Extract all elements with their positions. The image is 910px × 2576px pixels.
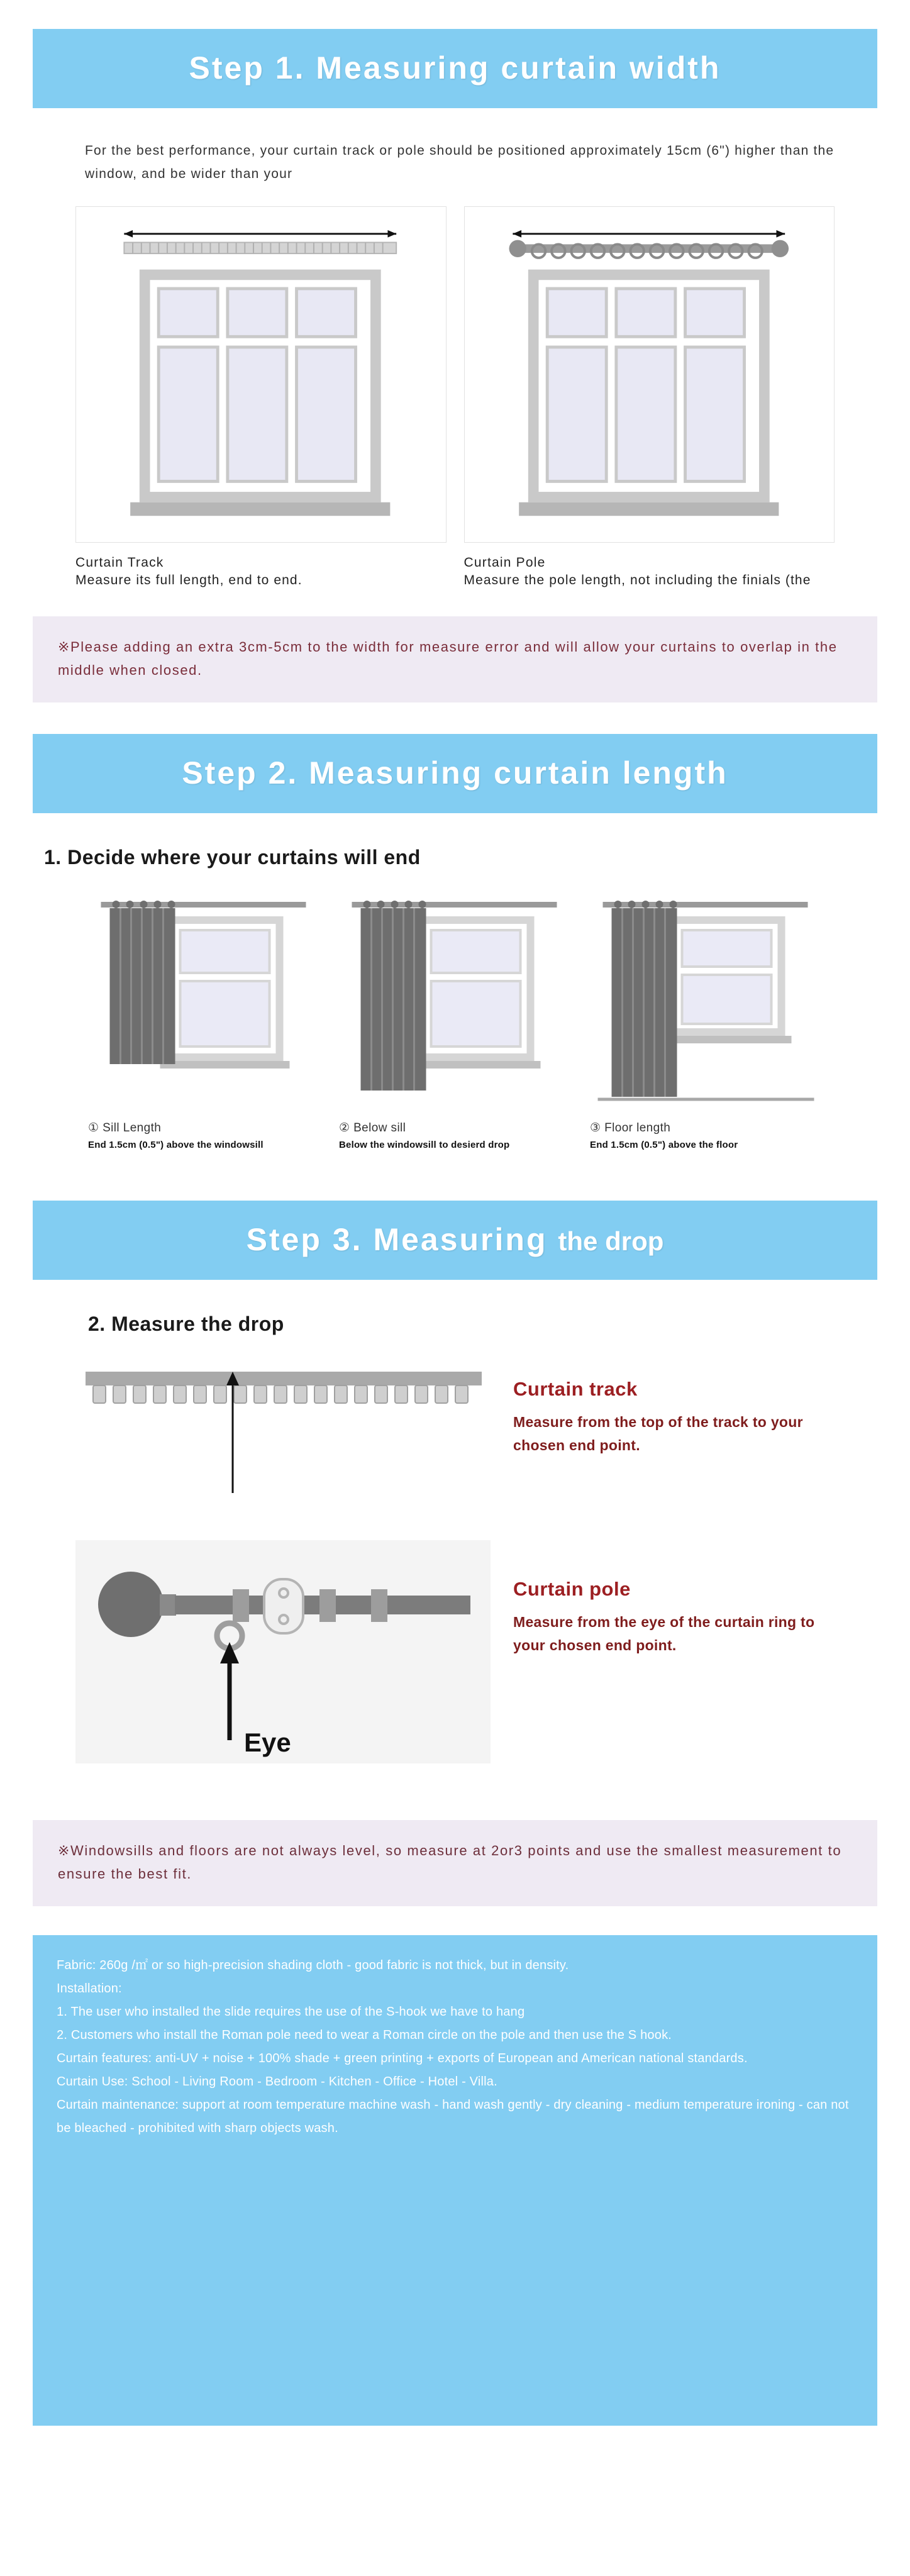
track-caption-title: Curtain Track — [75, 555, 164, 570]
width-example-pole — [464, 206, 835, 591]
width-note: ※Please adding an extra 3cm-5cm to the width for measure error and will allow your curtains to overlap in the middle when closed. — [33, 616, 877, 702]
below-sill-diagram — [339, 888, 571, 1114]
heading-decide-end: 1. Decide where your curtains will end — [44, 845, 421, 869]
drop-track-row — [75, 1358, 835, 1502]
step1-title: Step 1. Measuring curtain width — [189, 50, 721, 86]
floor-length-diagram — [590, 888, 822, 1114]
heading-measure-drop: 2. Measure the drop — [88, 1312, 284, 1335]
track-drop-diagram — [75, 1358, 491, 1502]
pole-drop-paragraph: Measure from the eye of the curtain ring to your chosen end point. — [513, 1613, 815, 1653]
spec-line-maintenance: Curtain maintenance: support at room temperature machine wash - hand wash gently - dry cleaning - medium temperature ironing - can not be bleached - prohibited with sharp objects wash. — [57, 2097, 849, 2135]
below-sill-title: ② Below sill — [339, 1121, 406, 1135]
spec-line-installation-1: 1. The user who installed the slide requires the use of the S-hook we have to hang — [57, 2004, 525, 2019]
spec-line-installation-2: 2. Customers who install the Roman pole need to wear a Roman circle on the pole and then use the S hook. — [57, 2028, 672, 2042]
track-drop-text-block — [513, 1358, 835, 1457]
track-caption-text: Measure its full length, end to end. — [75, 572, 302, 587]
length-option-sill — [88, 888, 320, 1150]
pole-caption-title: Curtain Pole — [463, 555, 546, 570]
spec-line-installation-heading: Installation: — [57, 1981, 122, 1996]
curtain-track-diagram — [76, 207, 446, 543]
pole-drop-diagram — [75, 1540, 491, 1763]
step3-title: Step 3. Measuring — [246, 1221, 548, 1257]
length-option-below-sill — [339, 888, 571, 1150]
pole-drop-heading: Curtain pole — [513, 1577, 631, 1600]
drop-pole-row — [75, 1540, 835, 1763]
sill-length-sub: End 1.5cm (0.5") above the windowsill — [88, 1139, 264, 1150]
pole-drop-figure — [75, 1540, 491, 1763]
below-sill-diagram-card — [339, 888, 571, 1114]
sill-length-diagram — [88, 888, 320, 1114]
step1-banner — [33, 29, 877, 108]
page-root — [0, 29, 910, 2451]
spec-line-use: Curtain Use: School - Living Room - Bedroom - Kitchen - Office - Hotel - Villa. — [57, 2074, 497, 2089]
step3-subtitle: the drop — [558, 1226, 664, 1256]
pole-diagram-card — [464, 206, 835, 543]
floor-length-diagram-card — [590, 888, 822, 1114]
width-example-track — [75, 206, 447, 591]
sill-length-title: ① Sill Length — [88, 1121, 162, 1135]
width-examples-row — [75, 206, 835, 591]
specs-block — [33, 1935, 877, 2426]
sill-length-diagram-card — [88, 888, 320, 1114]
step2-banner — [33, 734, 877, 813]
intro-paragraph: For the best performance, your curtain track or pole should be positioned approximately 15cm (6") higher than the window, and be wider than your — [85, 143, 835, 181]
step3-banner — [33, 1201, 877, 1280]
spec-line-fabric: Fabric: 260g /㎡ or so high-precision shading cloth - good fabric is not thick, but in density. — [57, 1958, 569, 1972]
spec-line-features: Curtain features: anti-UV + noise + 100% shade + green printing + exports of European and American national standards. — [57, 2051, 748, 2065]
floor-length-title: ③ Floor length — [590, 1121, 671, 1135]
eye-label: Eye — [244, 1727, 291, 1757]
floor-length-sub: End 1.5cm (0.5") above the floor — [590, 1139, 738, 1150]
track-drop-heading: Curtain track — [513, 1377, 638, 1400]
track-drop-figure — [75, 1358, 491, 1502]
length-options-row — [88, 888, 822, 1150]
below-sill-sub: Below the windowsill to desierd drop — [339, 1139, 510, 1150]
pole-caption-text: Measure the pole length, not including the finials (the — [463, 572, 811, 587]
pole-drop-text-block — [513, 1540, 835, 1657]
track-drop-paragraph: Measure from the top of the track to your chosen end point. — [513, 1413, 803, 1453]
track-diagram-card — [75, 206, 447, 543]
step2-title: Step 2. Measuring curtain length — [182, 755, 728, 791]
length-option-floor — [590, 888, 822, 1150]
level-note: ※Windowsills and floors are not always level, so measure at 2or3 points and use the smallest measurement to ensure the best fit. — [33, 1820, 877, 1906]
curtain-pole-diagram — [465, 207, 835, 543]
